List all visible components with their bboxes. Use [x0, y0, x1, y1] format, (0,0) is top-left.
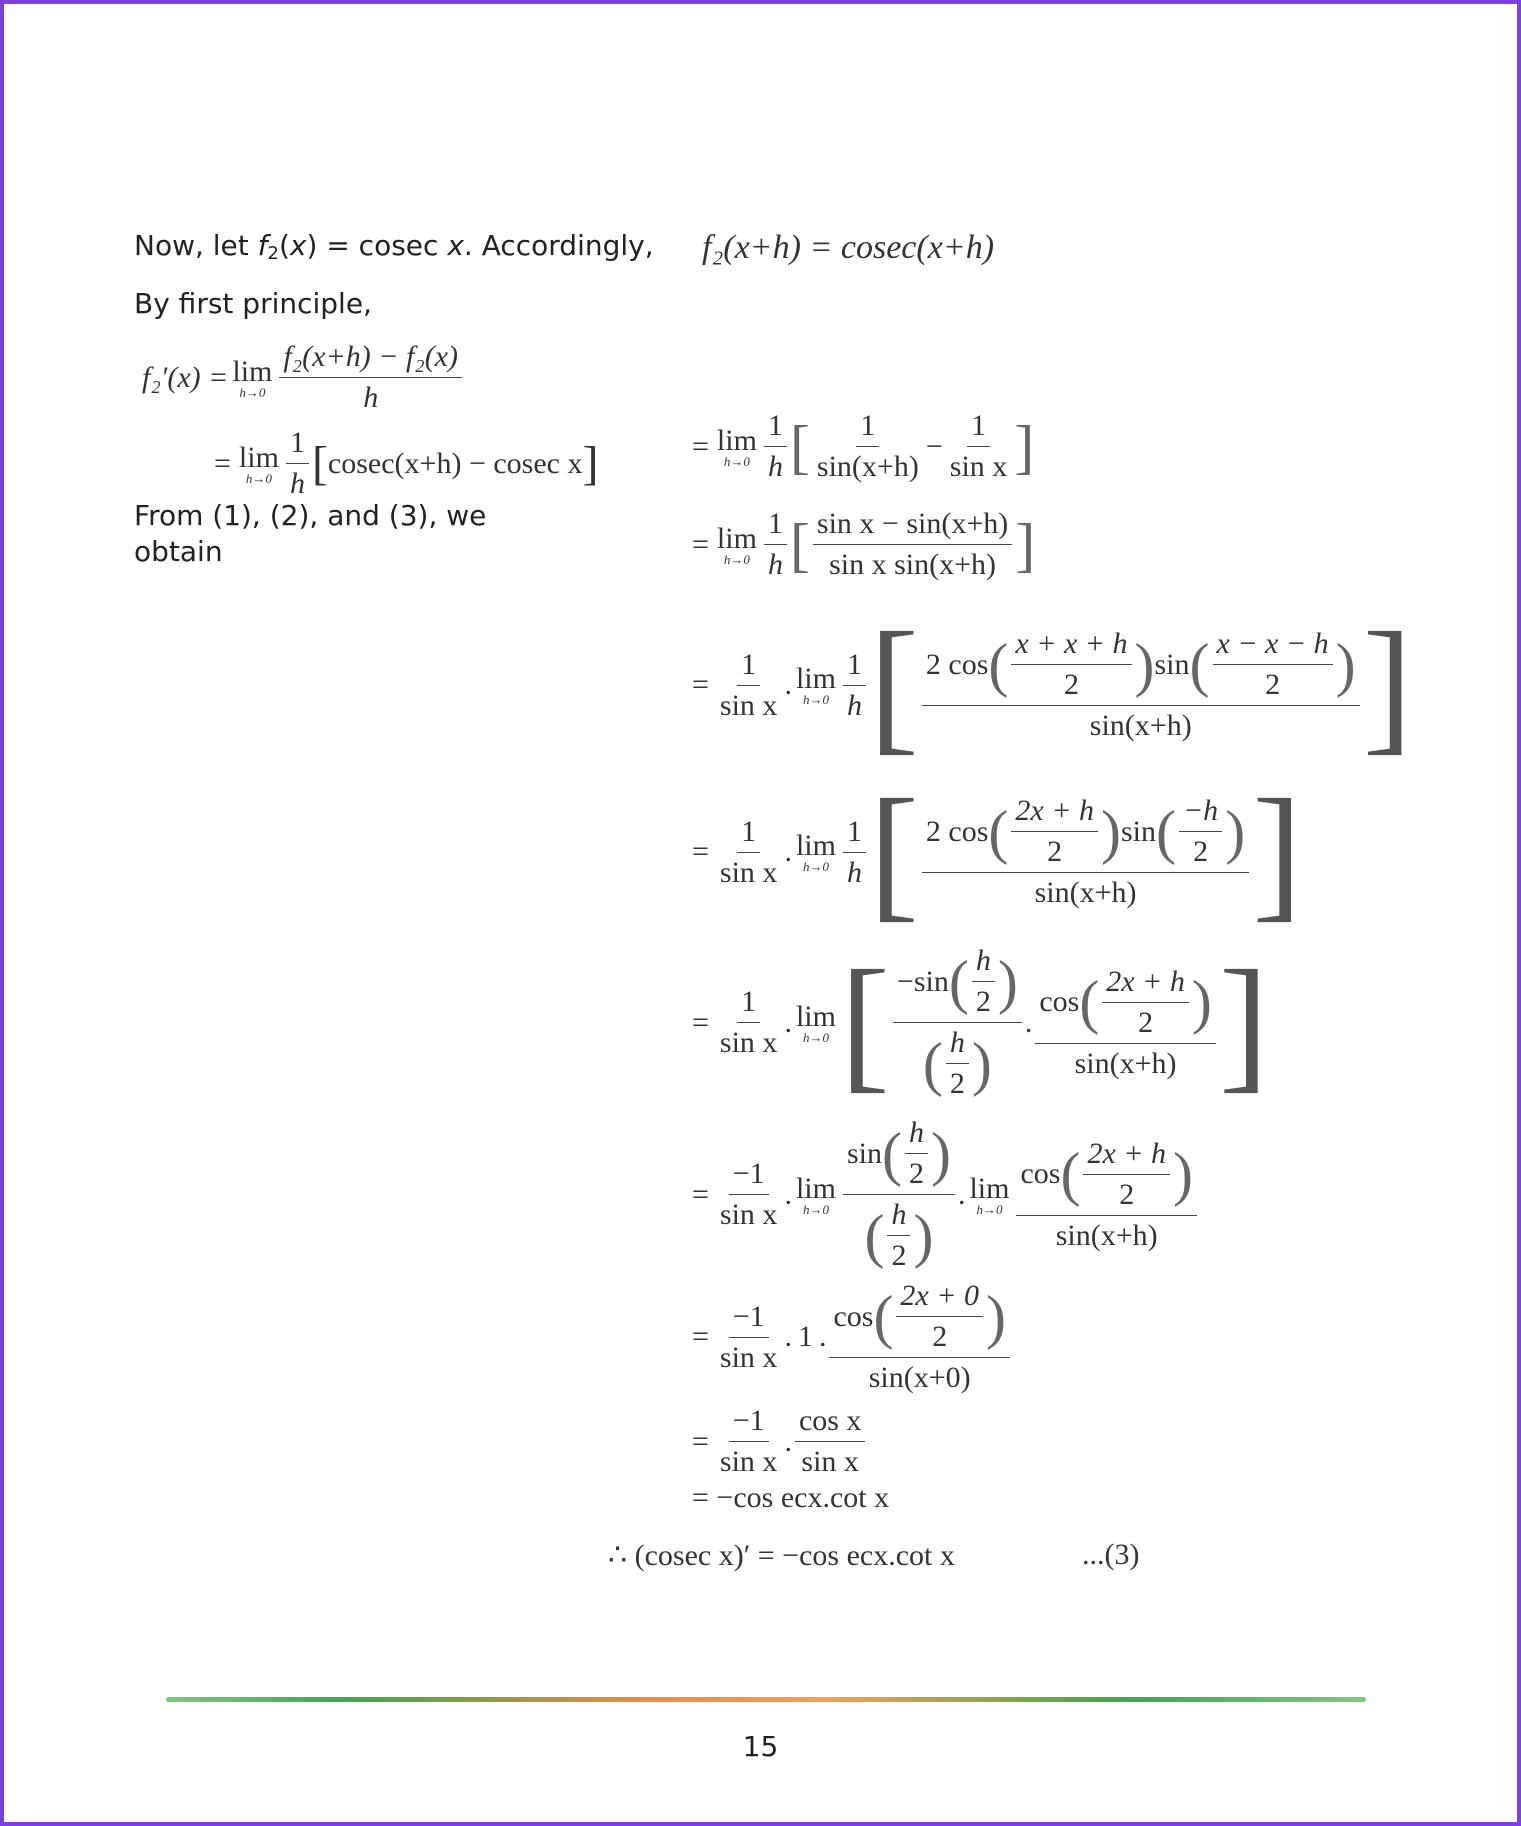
r7-pre-num: −1: [729, 1300, 769, 1338]
r8-frac-b: [795, 1404, 866, 1479]
r6-frac-b: [1016, 1137, 1197, 1253]
r5-msin: −sin: [896, 964, 949, 998]
r6-paren-close: ): [930, 1120, 951, 1187]
r2-d1: h: [767, 548, 783, 581]
r7-c-den: 2: [932, 1320, 948, 1353]
r8-b-num: cos x: [795, 1404, 866, 1442]
intro-var: x: [289, 229, 307, 262]
r4-paren-close: ): [1100, 798, 1121, 865]
r5-b-num: [1035, 965, 1216, 1044]
r3-paren-open: (: [988, 631, 1009, 698]
r6-two2: 2: [891, 1239, 907, 1272]
r5-paren-open: (: [948, 948, 969, 1015]
eq-step-8: [692, 1404, 868, 1479]
r6-h-frac2: [887, 1198, 910, 1273]
r3-lim-text: lim: [795, 662, 836, 695]
r6-cos-frac: [1083, 1137, 1170, 1212]
r6-lim-sub: h→0: [802, 1201, 829, 1217]
r1-lim-sub: h→0: [723, 453, 750, 469]
eq2-fraction: [286, 426, 309, 501]
r4-sin-frac: [1179, 794, 1222, 869]
r3-bracket-open: [: [868, 602, 919, 768]
r3-pre-num: 1: [737, 648, 760, 686]
intro-var2: x: [447, 229, 464, 262]
eq-step-3: [692, 602, 1413, 768]
r6-paren2-close: ): [1173, 1141, 1193, 1207]
eq2-equals: =: [214, 446, 231, 480]
intro-sub: 2: [267, 243, 279, 264]
r7-equals: =: [692, 1320, 709, 1353]
eq2-body: cosec(x+h) − cosec x: [327, 446, 583, 480]
r2-equals: =: [692, 527, 709, 561]
eq2-lim-text: lim: [238, 440, 279, 474]
r6-pre-den: sin x: [719, 1198, 778, 1231]
r5-c-den: 2: [1138, 1005, 1154, 1039]
r5-pre-frac: [716, 985, 782, 1060]
r5-paren2-open: (: [1079, 969, 1100, 1035]
intro-open: (: [278, 229, 290, 262]
eq-step-6: [692, 1116, 1200, 1273]
r5-h-frac2: [946, 1026, 969, 1101]
r4-bracket-open: [: [868, 769, 919, 935]
first-principle-text: By first principle,: [134, 287, 372, 320]
r4-pre-frac: [716, 815, 782, 890]
r6-b-num: [1016, 1137, 1197, 1216]
r5-paren-close: ): [997, 948, 1018, 1015]
eq2-lim-sub: h→0: [245, 470, 272, 486]
r1-a-den: sin(x+h): [816, 450, 919, 483]
r8-dot: .: [784, 1424, 792, 1458]
r6-paren3-close: ): [913, 1202, 934, 1269]
r3-s-den: 2: [1265, 668, 1281, 701]
eq2-lim: [239, 441, 279, 487]
r3-sin: sin: [1154, 647, 1190, 681]
r3-paren2-open: (: [1189, 631, 1210, 698]
r6-frac-a: [843, 1116, 955, 1273]
r8-a-num: −1: [729, 1404, 769, 1442]
r7-den: sin(x+0): [868, 1361, 971, 1394]
r2-bracket-open: [: [789, 511, 810, 578]
r8-a-den: sin x: [719, 1445, 778, 1478]
r4-frac: [843, 815, 866, 890]
r7-dot: .: [784, 1320, 792, 1353]
r6-h-frac: [905, 1116, 928, 1191]
eq-step-9: [692, 1481, 889, 1515]
r4-sin: sin: [1120, 814, 1156, 848]
r6-a-num: [843, 1116, 955, 1195]
r6-lim2-text: lim: [969, 1171, 1010, 1205]
result-tag: ...(3): [1082, 1538, 1140, 1571]
r4-c-den: 2: [1047, 835, 1063, 868]
r7-c-num: 2x + 0: [896, 1279, 983, 1317]
r1-minus: −: [925, 429, 943, 463]
r4-paren-open: (: [988, 798, 1009, 865]
r4-n1: 1: [843, 815, 866, 853]
r6-paren3-open: (: [864, 1202, 885, 1269]
r4-paren2-open: (: [1155, 798, 1176, 865]
r4-s-den: 2: [1193, 835, 1209, 868]
eq1-fraction: [279, 340, 462, 415]
eq2-bracket-close: ]: [582, 436, 599, 490]
r6-dot: .: [784, 1177, 792, 1211]
from-text-line2: obtain: [134, 535, 223, 568]
r6-pre-frac: [716, 1157, 782, 1232]
r4-pre-den: sin x: [719, 855, 778, 889]
r3-paren-close: ): [1134, 631, 1155, 698]
r6-lim-text: lim: [795, 1171, 836, 1205]
eq1-lim-text: lim: [232, 354, 273, 388]
r1-bracket-close: ]: [1014, 413, 1035, 480]
r5-a-num: [893, 944, 1022, 1023]
r8-b-den: sin x: [801, 1445, 859, 1478]
r6-paren-open: (: [881, 1120, 902, 1187]
r2-lim-text: lim: [716, 521, 757, 555]
r4-den: sin(x+h): [1034, 876, 1137, 909]
intro-rhs: f₂(x+h) = cosec(x+h): [702, 229, 995, 266]
r5-dot: .: [784, 1005, 792, 1039]
eq-step-1: [692, 409, 1034, 484]
r3-main-frac: [922, 627, 1360, 743]
r3-sin-frac: [1213, 627, 1333, 702]
r1-frac: [764, 409, 787, 484]
r6-equals: =: [692, 1177, 709, 1211]
r4-dot: .: [784, 835, 792, 868]
r4-cos: 2 cos: [925, 814, 989, 848]
r1-frac-a: [813, 409, 923, 484]
r4-lim-text: lim: [795, 829, 836, 862]
r5-two: 2: [975, 985, 991, 1018]
r3-equals: =: [692, 668, 709, 701]
eq-step-5: [692, 939, 1269, 1106]
r6-sin: sin: [846, 1136, 882, 1170]
intro-line: [134, 228, 654, 272]
r4-cos-frac: [1011, 794, 1098, 869]
r3-lim-sub: h→0: [802, 692, 829, 707]
r6-paren2-open: (: [1060, 1141, 1081, 1207]
r6-h: h: [905, 1116, 928, 1154]
r2-lim-sub: h→0: [723, 551, 750, 567]
r1-frac-b: [946, 409, 1012, 484]
r2-lim: [717, 522, 757, 568]
r1-lim-text: lim: [716, 423, 757, 457]
eq1-lim: [232, 355, 272, 401]
r2-num: sin x − sin(x+h): [813, 507, 1012, 545]
r2-frac-main: [813, 507, 1012, 582]
r3-dot: .: [784, 668, 792, 701]
intro-now-let: Now, let: [134, 229, 258, 262]
r2-frac: [764, 507, 787, 582]
r7-paren-open: (: [873, 1283, 894, 1350]
r8-frac-a: [716, 1404, 782, 1479]
r5-h2: h: [946, 1026, 969, 1064]
r1-lim: [717, 424, 757, 470]
r3-den: sin(x+h): [1089, 709, 1192, 742]
r1-n1: 1: [764, 409, 787, 447]
r4-d1: h: [846, 855, 862, 889]
r2-n1: 1: [764, 507, 787, 545]
r7-pre-frac: [716, 1300, 782, 1375]
eq-derivative-definition: [142, 340, 465, 415]
eq1-lim-sub: h→0: [239, 384, 266, 400]
r5-h: h: [972, 944, 995, 982]
r1-bracket-open: [: [789, 413, 810, 480]
eq-result: [608, 1538, 955, 1573]
r5-equals: =: [692, 1005, 709, 1039]
r5-dot2: .: [1024, 1005, 1033, 1039]
r6-lim2-sub: h→0: [976, 1201, 1003, 1217]
r3-cos-frac: [1011, 627, 1131, 702]
r1-b-den: sin x: [949, 450, 1008, 483]
r5-cos: cos: [1039, 985, 1080, 1018]
r6-c-den: 2: [1119, 1177, 1135, 1211]
r1-equals: =: [692, 429, 709, 463]
r6-dot2: .: [957, 1177, 966, 1211]
r5-pre-den: sin x: [719, 1026, 778, 1059]
result-text: ∴ (cosec x)′ = −cos ecx.cot x: [608, 1539, 955, 1572]
page-number: 15: [742, 1730, 779, 1763]
r7-cos-frac: [896, 1279, 983, 1354]
footer-rule: [166, 1697, 1366, 1702]
r7-main-num: [829, 1279, 1010, 1358]
r5-lim: [796, 1000, 836, 1046]
r5-h-frac: [972, 944, 995, 1019]
r5-paren3-close: ): [971, 1030, 992, 1097]
eq-step-2: [692, 507, 1035, 582]
eq1-den: h: [363, 381, 379, 414]
eq1-num: f₂(x+h) − f₂(x): [279, 340, 462, 378]
r6-lim2: [969, 1172, 1009, 1218]
r3-bracket-close: ]: [1362, 602, 1413, 768]
r4-lim: [796, 829, 836, 875]
r7-main-frac: [829, 1279, 1010, 1395]
r4-c-num: 2x + h: [1011, 794, 1098, 832]
eq2-num: 1: [286, 426, 309, 464]
r6-a-den: [860, 1195, 937, 1273]
r1-b-num: 1: [967, 409, 990, 447]
intro-func: f: [257, 229, 268, 262]
r3-c-num: x + x + h: [1011, 627, 1131, 665]
r6-cos: cos: [1020, 1157, 1061, 1190]
r5-pre-num: 1: [737, 985, 760, 1023]
r5-frac-a: [893, 944, 1022, 1101]
r3-c-den: 2: [1063, 668, 1079, 701]
r1-d1: h: [767, 450, 783, 483]
r8-equals: =: [692, 1424, 709, 1458]
r5-c-num: 2x + h: [1102, 965, 1189, 1003]
r3-n1: 1: [843, 648, 866, 686]
r4-main-frac: [922, 794, 1249, 910]
r7-dot2: .: [818, 1320, 827, 1353]
r5-lim-text: lim: [795, 999, 836, 1033]
eq-step-4: [692, 769, 1303, 935]
r3-main-num: [922, 627, 1360, 706]
r3-d1: h: [846, 688, 862, 722]
r3-pre-frac: [716, 648, 782, 723]
r5-den2: sin(x+h): [1074, 1046, 1177, 1080]
r5-two2: 2: [949, 1067, 965, 1100]
r6-lim: [796, 1172, 836, 1218]
r3-lim: [796, 662, 836, 708]
r7-cos: cos: [833, 1299, 874, 1333]
r3-s-num: x − x − h: [1213, 627, 1333, 665]
r4-main-num: [922, 794, 1249, 873]
r6-pre-num: −1: [729, 1157, 769, 1195]
r6-two: 2: [908, 1157, 924, 1190]
r4-s-num: −h: [1179, 794, 1222, 832]
r7-pre-den: sin x: [719, 1340, 778, 1374]
eq2-bracket-open: [: [311, 436, 328, 490]
r3-cos: 2 cos: [925, 647, 989, 681]
r5-bracket-open: [: [839, 939, 890, 1106]
r7-one: 1: [797, 1320, 813, 1353]
r2-bracket-close: ]: [1015, 511, 1036, 578]
eq-cosec-difference: [214, 426, 598, 501]
r3-pre-den: sin x: [719, 688, 778, 722]
r4-bracket-close: ]: [1252, 769, 1303, 935]
r5-a-den: [919, 1023, 996, 1101]
r5-frac-b: [1035, 965, 1216, 1081]
eq-step-7: [692, 1279, 1013, 1395]
r7-paren-close: ): [985, 1283, 1006, 1350]
r6-c-num: 2x + h: [1083, 1137, 1170, 1175]
r5-paren2-close: ): [1191, 969, 1212, 1035]
r1-a-num: 1: [856, 409, 879, 447]
eq-result-tag: [1082, 1538, 1139, 1572]
r5-paren3-open: (: [922, 1030, 943, 1097]
r4-paren2-close: ): [1225, 798, 1246, 865]
intro-close: ) = cosec: [306, 229, 448, 262]
r3-paren2-close: ): [1335, 631, 1356, 698]
r4-equals: =: [692, 835, 709, 868]
r9-text: = −cos ecx.cot x: [692, 1481, 890, 1514]
eq2-den: h: [289, 467, 305, 500]
r6-h2: h: [887, 1198, 910, 1236]
intro-accordingly: . Accordingly,: [463, 229, 654, 262]
r4-pre-num: 1: [737, 815, 760, 853]
eq1-lhs: f₂′(x) =: [142, 360, 229, 394]
r2-den: sin x sin(x+h): [829, 548, 997, 581]
from-text-line1: From (1), (2), and (3), we: [134, 499, 487, 532]
r5-bracket-close: ]: [1218, 939, 1269, 1106]
r3-frac: [843, 648, 866, 723]
r5-cos-frac: [1102, 965, 1189, 1040]
r5-lim-sub: h→0: [802, 1029, 829, 1045]
r4-lim-sub: h→0: [802, 859, 829, 874]
r6-den2: sin(x+h): [1055, 1218, 1158, 1252]
